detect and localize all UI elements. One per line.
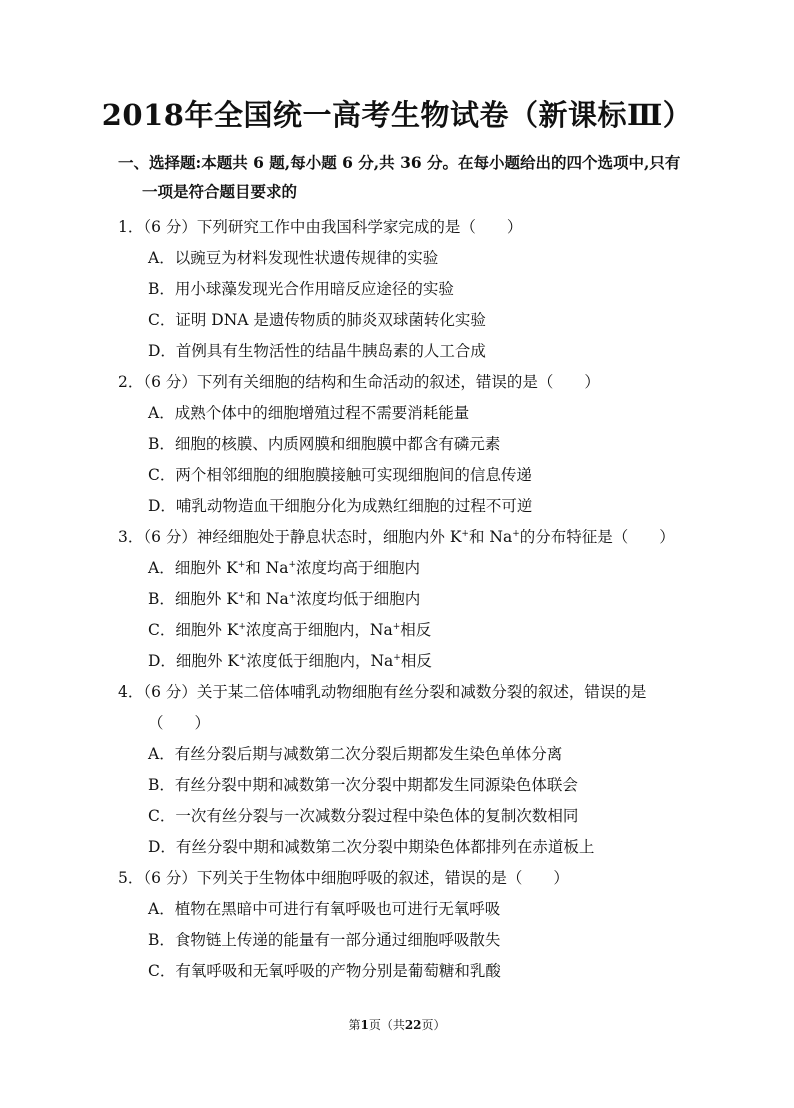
option-text: 和 Na (245, 590, 289, 608)
option-a: A．以豌豆为材料发现性状遗传规律的实验 (148, 249, 439, 267)
section-heading-line1: 一、选择题:本题共 6 题,每小题 6 分,共 36 分。在每小题给出的四个选项中,只有 (118, 153, 681, 172)
option-b: B．有丝分裂中期和减数第一次分裂中期都发生同源染色体联会 (148, 776, 578, 794)
footer-prefix: 第 (348, 1018, 361, 1032)
stem-text: 的分布特征是（ ） (519, 528, 675, 546)
superscript-plus: + (238, 621, 246, 632)
option-c: C．有氧呼吸和无氧呼吸的产物分别是葡萄糖和乳酸 (148, 962, 501, 980)
page-title: 2018年全国统一高考生物试卷（新课标Ⅲ） (101, 98, 693, 132)
stem-text: 3．（6 分）神经细胞处于静息状态时，细胞内外 K (118, 528, 462, 546)
option-text: 相反 (400, 621, 432, 639)
page-footer (0, 1016, 794, 1033)
footer-page-number: 1 (360, 1018, 369, 1032)
superscript-plus: + (288, 559, 297, 570)
superscript-plus: + (512, 528, 520, 539)
question-4 (118, 677, 688, 863)
question-1 (118, 212, 688, 367)
stem-text: 和 Na (468, 528, 513, 546)
footer-total-pages: 22 (404, 1018, 422, 1032)
option-a: A．有丝分裂后期与减数第二次分裂后期都发生染色单体分离 (148, 745, 563, 763)
option-d: D．有丝分裂中期和减数第二次分裂中期染色体都排列在赤道板上 (148, 838, 595, 856)
option-text: D．细胞外 K (148, 652, 239, 670)
option-b: B．细胞的核膜、内质网膜和细胞膜中都含有磷元素 (148, 435, 501, 453)
superscript-plus: + (288, 590, 297, 601)
question-3 (118, 522, 688, 677)
option-text: 相反 (400, 652, 432, 670)
question-5 (118, 863, 688, 987)
question-stem: 2．（6 分）下列有关细胞的结构和生命活动的叙述，错误的是（ ） (118, 373, 600, 391)
option-d: D．哺乳动物造血干细胞分化为成熟红细胞的过程不可逆 (148, 497, 533, 515)
option-text: B．细胞外 K (148, 590, 238, 608)
option-a: A．植物在黑暗中可进行有氧呼吸也可进行无氧呼吸 (148, 900, 501, 918)
option-b: B．食物链上传递的能量有一部分通过细胞呼吸散失 (148, 931, 501, 949)
footer-middle: 页（共 (368, 1018, 405, 1032)
superscript-plus: + (237, 590, 246, 601)
option-text: 和 Na (245, 559, 289, 577)
superscript-plus: + (392, 621, 401, 632)
section-heading (118, 148, 688, 206)
option-text: 浓度均高于细胞内 (296, 559, 421, 577)
questions-list (118, 212, 688, 987)
option-c (118, 615, 688, 646)
superscript-plus: + (237, 559, 246, 570)
question-stem-continued: （ ） (148, 714, 211, 732)
option-b: B．用小球藻发现光合作用暗反应途径的实验 (148, 280, 454, 298)
option-text: 浓度低于细胞内，Na (246, 652, 394, 670)
option-text: 浓度高于细胞内，Na (245, 621, 393, 639)
option-text: A．细胞外 K (148, 559, 238, 577)
superscript-plus: + (461, 528, 469, 539)
option-d: D．首例具有生物活性的结晶牛胰岛素的人工合成 (148, 342, 486, 360)
option-c: C．两个相邻细胞的细胞膜接触可实现细胞间的信息传递 (148, 466, 532, 484)
question-2 (118, 367, 688, 522)
superscript-plus: + (393, 652, 401, 663)
question-stem: 1．（6 分）下列研究工作中由我国科学家完成的是（ ） (118, 218, 523, 236)
option-c: C．一次有丝分裂与一次减数分裂过程中染色体的复制次数相同 (148, 807, 579, 825)
superscript-plus: + (238, 652, 247, 663)
question-stem (118, 522, 688, 553)
option-a: A．成熟个体中的细胞增殖过程不需要消耗能量 (148, 404, 470, 422)
option-c: C．证明 DNA 是遗传物质的肺炎双球菌转化实验 (148, 311, 486, 329)
section-heading-line2: 一项是符合题目要求的 (142, 182, 298, 201)
option-b (118, 584, 688, 615)
option-text: 浓度均低于细胞内 (296, 590, 421, 608)
footer-suffix: 页） (421, 1018, 446, 1032)
option-a (118, 553, 688, 584)
option-text: C．细胞外 K (148, 621, 239, 639)
question-stem: 4．（6 分）关于某二倍体哺乳动物细胞有丝分裂和减数分裂的叙述，错误的是 (118, 683, 647, 701)
question-stem: 5．（6 分）下列关于生物体中细胞呼吸的叙述，错误的是（ ） (118, 869, 569, 887)
option-d (118, 646, 688, 677)
